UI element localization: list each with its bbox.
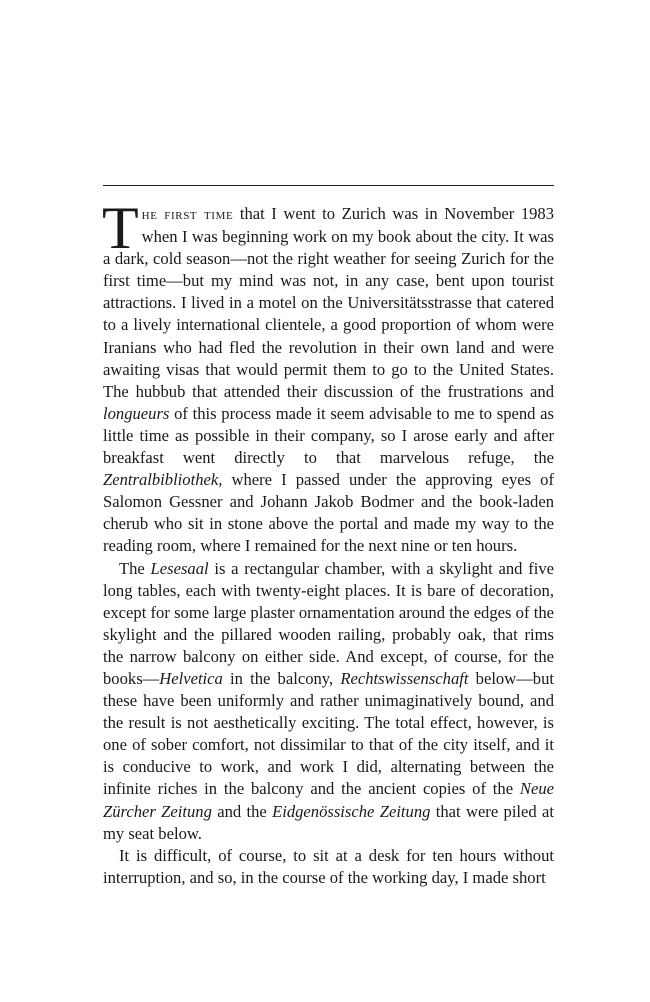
paragraph-2-text-e: that were piled at my seat below. (103, 801, 554, 843)
paragraph-2 (103, 558, 554, 845)
italic-helvetica: Helvetica (159, 668, 223, 688)
chapter-top-rule (103, 185, 554, 186)
drop-cap: T (102, 195, 139, 261)
italic-rechtswissenschaft: Rechtswissenschaft (340, 668, 469, 688)
italic-eidgenoessische-zeitung: Eidgenössische Zeitung (272, 801, 431, 821)
paragraph-1-text-b: of this process made it seem advisable to me to spend as little time as possible in their company, so I arose early and after breakfast went directly to that marvelous refuge, the (103, 403, 554, 468)
paragraph-2-text-0: The (119, 558, 151, 578)
italic-lesesaal: Lesesaal (150, 558, 209, 578)
paragraph-1 (102, 195, 555, 558)
paragraph-2-text-c: below—but these have been uniformly and rather unimaginatively bound, and the result is not aesthetically exciting. The total effect, however, is one of sober comfort, not dissimilar to that of the city itself, and it is conducive to work, and work I did, alternating between the infinite riches in the balcony and the ancient copies of the (103, 668, 555, 799)
italic-longueurs: longueurs (103, 403, 170, 423)
paragraph-1-text-c: where I passed under the approving eyes of Salomon Gessner and Johann Jakob Bodmer and the book-laden cherub who sit in stone above the portal and made my way to the reading room, where I remained for the next nine or ten hours. (103, 470, 554, 556)
paragraph-3-text: It is difficult, of course, to sit at a desk for ten hours without interruption, and so, in the course of the working day, I made short (103, 845, 554, 887)
paragraph-2-text-a: is a rectangular chamber, with a skylight and five long tables, each with twenty-eight places. It is bare of decoration, except for some large plaster ornamentation around the edges of the skylight and the pillared wooden railing, probably oak, that rims the narrow balcony on either side. And except, of course, for the books— (103, 558, 554, 688)
italic-zentralbibliothek: Zentralbibliothek, (103, 470, 223, 490)
paragraph-2-text-b: in the balcony, (222, 668, 341, 688)
paragraph-1-text-a: that I went to Zurich was in November 1983 when I was beginning work on my book about the city. It was a dark, cold season—not the right weather for seeing Zurich for the first time—but my mind was not, in any case, bent upon tourist attractions. I lived in a motel on the Universitätsstrasse that catered to a lively international clientele, a good proportion of whom were Iranians who had fled the revolution in their own land and were awaiting visas that would permit them to go to the United States. The hubbub that attended their discussion of the frustrations and (103, 204, 555, 401)
chapter-body-text (102, 195, 555, 889)
opening-smallcaps: he first time (141, 207, 234, 223)
italic-neue-zuercher-zeitung: Neue Zürcher Zeitung (103, 779, 554, 821)
paragraph-3 (103, 845, 554, 889)
paragraph-2-text-d: and the (211, 801, 273, 821)
